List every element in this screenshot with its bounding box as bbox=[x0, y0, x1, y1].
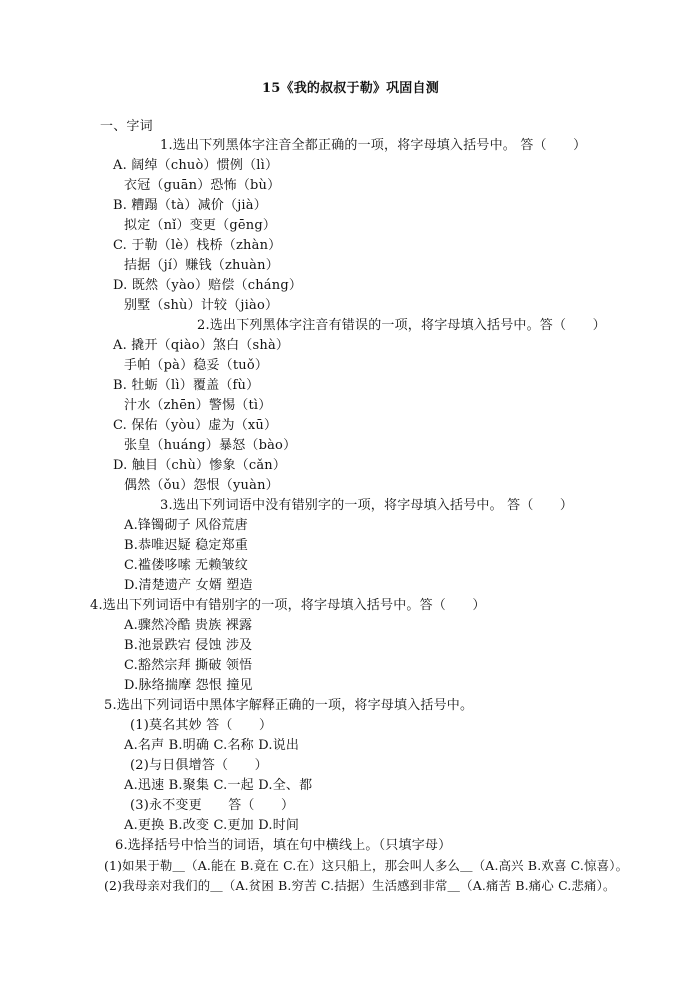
q1-option-c-line2: 拮据（jí）赚钱（zhuàn） bbox=[124, 258, 279, 273]
question-2-stem: 2.选出下列黑体字注音有错误的一项，将字母填入括号中。答（ ） bbox=[197, 318, 606, 333]
q2-option-b: B. 牡蛎（lì）覆盖（fù） bbox=[113, 378, 260, 393]
q4-option-d: D.脉络揣摩 怨恨 撞见 bbox=[124, 678, 253, 693]
q1-option-b: B. 糟蹋（tà）减价（jià） bbox=[113, 198, 267, 213]
question-3-stem: 3.选出下列词语中没有错别字的一项，将字母填入括号中。 答（ ） bbox=[160, 498, 574, 513]
q4-option-a: A.骤然冷酷 贵族 裸露 bbox=[124, 618, 253, 633]
question-4-stem: 4.选出下列词语中有错别字的一项，将字母填入括号中。答（ ） bbox=[90, 598, 486, 613]
q2-option-c-line2: 张皇（huáng）暴怒（bào） bbox=[124, 438, 297, 453]
page-title: 15《我的叔叔于勒》巩固自测 bbox=[262, 81, 439, 96]
q3-option-c: C.褴偻哆嗦 无赖皱纹 bbox=[124, 558, 248, 573]
q5-sub-1: (1)莫名其妙 答（ ） bbox=[130, 718, 273, 733]
q2-option-a: A. 撬开（qiào）煞白（shà） bbox=[113, 338, 290, 353]
q2-option-a-line2: 手帕（pà）稳妥（tuǒ） bbox=[124, 358, 269, 373]
question-1-stem: 1.选出下列黑体字注音全都正确的一项，将字母填入括号中。 答（ ） bbox=[160, 138, 587, 153]
q2-option-c: C. 保佑（yòu）虚为（xū） bbox=[113, 418, 278, 433]
q5-sub-3: (3)永不变更 答（ ） bbox=[130, 798, 295, 813]
q4-option-b: B.池景跌宕 侵蚀 涉及 bbox=[124, 638, 253, 653]
q5-sub-3-options: A.更换 B.改变 C.更加 D.时间 bbox=[124, 818, 300, 833]
q2-option-d: D. 触目（chù）惨象（cǎn） bbox=[113, 458, 287, 473]
q1-option-c: C. 于勒（lè）栈桥（zhàn） bbox=[113, 238, 282, 253]
question-5-stem: 5.选出下列词语中黑体字解释正确的一项，将字母填入括号中。 bbox=[104, 698, 474, 713]
q5-sub-1-options: A.名声 B.明确 C.名称 D.说出 bbox=[124, 738, 300, 753]
q6-sub-1: (1)如果于勒＿（A.能在 B.竟在 C.在）这只船上，那会叫人多么＿（A.高兴 B.欢喜 C.惊喜）。 bbox=[104, 858, 629, 873]
q3-option-d: D.清楚遗产 女婿 塑造 bbox=[124, 578, 253, 593]
question-6-stem: 6.选择括号中恰当的词语，填在句中横线上。（只填字母） bbox=[115, 838, 452, 853]
q1-option-a: A. 阔绰（chuò）惯例（lì） bbox=[113, 158, 279, 173]
q3-option-a: A.锋镯砌子 风俗荒唐 bbox=[124, 518, 248, 533]
q1-option-d: D. 既然（yào）赔偿（cháng） bbox=[113, 278, 303, 293]
q2-option-d-line2: 偶然（ǒu）怨恨（yuàn） bbox=[124, 478, 279, 493]
q4-option-c: C.豁然宗拜 撕破 领悟 bbox=[124, 658, 253, 673]
q1-option-a-line2: 衣冠（guān）恐怖（bù） bbox=[124, 178, 281, 193]
q5-sub-2: (2)与日俱增答（ ） bbox=[130, 758, 268, 773]
q1-option-b-line2: 拟定（nǐ）变更（gēng） bbox=[124, 218, 277, 233]
q6-sub-2: (2)我母亲对我们的＿（A.贫困 B.穷苦 C.拮据）生活感到非常＿（A.痛苦 B.痛心 C.悲痛）。 bbox=[104, 878, 616, 893]
q5-sub-2-options: A.迅速 B.聚集 C.一起 D.全、都 bbox=[124, 778, 313, 793]
q2-option-b-line2: 汁水（zhēn）警惕（tì） bbox=[124, 398, 272, 413]
q1-option-d-line2: 别墅（shù）计较（jiào） bbox=[124, 298, 279, 313]
section-heading: 一、字词 bbox=[100, 119, 153, 134]
q3-option-b: B.恭唯迟疑 稳定郑重 bbox=[124, 538, 249, 553]
